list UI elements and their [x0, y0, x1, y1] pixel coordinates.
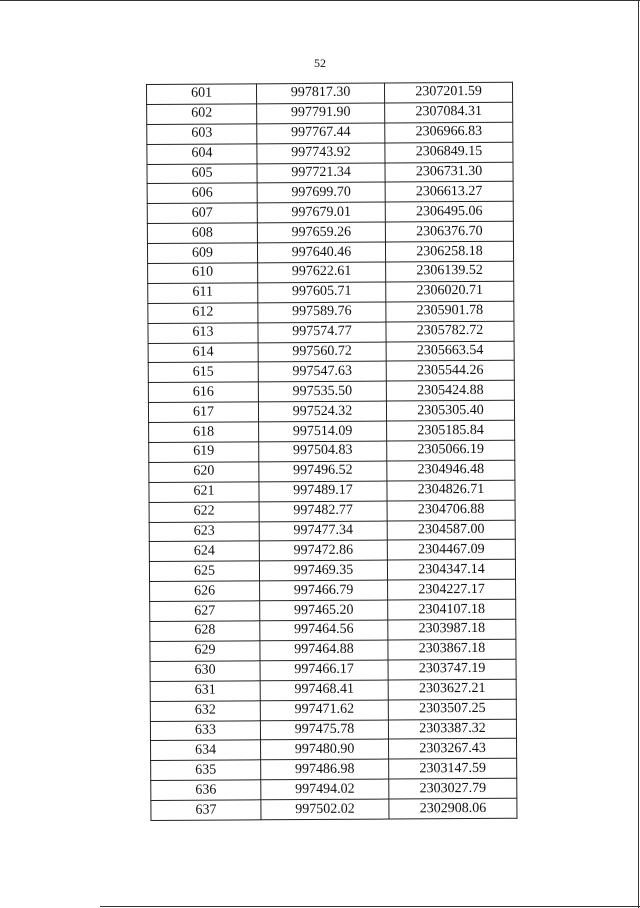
- x-coordinate-cell: 997560.72: [258, 342, 386, 363]
- table-row: [148, 321, 514, 343]
- table-row: [149, 520, 515, 542]
- y-coordinate-cell: 2303747.19: [388, 659, 516, 680]
- y-coordinate-cell: 2305185.84: [387, 420, 515, 441]
- coordinates-table: [146, 82, 517, 821]
- y-coordinate-cell: 2303507.25: [388, 699, 516, 720]
- table-row: [149, 420, 515, 442]
- point-id-cell: 608: [147, 223, 257, 244]
- y-coordinate-cell: 2306613.27: [385, 182, 513, 203]
- point-id-cell: 631: [150, 681, 260, 702]
- y-coordinate-cell: 2307084.31: [385, 102, 513, 123]
- point-id-cell: 626: [150, 581, 260, 602]
- table-row: [147, 241, 513, 263]
- x-coordinate-cell: 997469.35: [259, 560, 387, 581]
- point-id-cell: 610: [148, 263, 258, 284]
- y-coordinate-cell: 2304826.71: [387, 480, 515, 501]
- point-id-cell: 634: [151, 740, 261, 761]
- x-coordinate-cell: 997547.63: [258, 362, 386, 383]
- coordinates-table-wrapper: [146, 82, 517, 821]
- table-row: [148, 261, 514, 283]
- x-coordinate-cell: 997514.09: [259, 421, 387, 442]
- table-row: [150, 719, 516, 741]
- point-id-cell: 604: [147, 143, 257, 164]
- table-row: [151, 739, 517, 761]
- y-coordinate-cell: 2304347.14: [387, 560, 515, 581]
- table-row: [150, 679, 516, 701]
- y-coordinate-cell: 2303027.79: [389, 778, 517, 799]
- point-id-cell: 625: [149, 561, 259, 582]
- point-id-cell: 607: [147, 203, 257, 224]
- point-id-cell: 636: [151, 780, 261, 801]
- y-coordinate-cell: 2306258.18: [385, 241, 513, 262]
- y-coordinate-cell: 2307201.59: [384, 82, 512, 103]
- table-row: [147, 202, 513, 224]
- x-coordinate-cell: 997477.34: [259, 521, 387, 542]
- x-coordinate-cell: 997574.77: [258, 322, 386, 343]
- point-id-cell: 602: [147, 104, 257, 125]
- x-coordinate-cell: 997472.86: [259, 541, 387, 562]
- x-coordinate-cell: 997679.01: [257, 202, 385, 223]
- point-id-cell: 603: [147, 124, 257, 145]
- x-coordinate-cell: 997589.76: [258, 302, 386, 323]
- x-coordinate-cell: 997482.77: [259, 501, 387, 522]
- point-id-cell: 617: [148, 402, 258, 423]
- y-coordinate-cell: 2302908.06: [389, 798, 517, 819]
- point-id-cell: 609: [147, 243, 257, 264]
- x-coordinate-cell: 997502.02: [261, 799, 389, 820]
- table-row: [147, 102, 513, 124]
- x-coordinate-cell: 997767.44: [257, 123, 385, 144]
- table-row: [148, 301, 514, 323]
- x-coordinate-cell: 997504.83: [259, 441, 387, 462]
- table-row: [149, 560, 515, 582]
- point-id-cell: 622: [149, 502, 259, 523]
- point-id-cell: 616: [148, 382, 258, 403]
- x-coordinate-cell: 997640.46: [257, 242, 385, 263]
- y-coordinate-cell: 2304467.09: [387, 540, 515, 561]
- x-coordinate-cell: 997465.20: [260, 600, 388, 621]
- x-coordinate-cell: 997605.71: [258, 282, 386, 303]
- point-id-cell: 613: [148, 323, 258, 344]
- y-coordinate-cell: 2304107.18: [388, 599, 516, 620]
- y-coordinate-cell: 2306139.52: [386, 261, 514, 282]
- table-row: [148, 401, 514, 423]
- y-coordinate-cell: 2305424.88: [386, 381, 514, 402]
- y-coordinate-cell: 2305782.72: [386, 321, 514, 342]
- x-coordinate-cell: 997535.50: [258, 381, 386, 402]
- table-row: [148, 341, 514, 363]
- table-row: [147, 162, 513, 184]
- x-coordinate-cell: 997817.30: [257, 83, 385, 104]
- point-id-cell: 627: [150, 601, 260, 622]
- page-edge-bottom: [100, 906, 640, 907]
- y-coordinate-cell: 2305305.40: [386, 401, 514, 422]
- x-coordinate-cell: 997721.34: [257, 163, 385, 184]
- table-row: [149, 460, 515, 482]
- point-id-cell: 635: [151, 760, 261, 781]
- point-id-cell: 621: [149, 482, 259, 503]
- x-coordinate-cell: 997486.98: [261, 759, 389, 780]
- y-coordinate-cell: 2304946.48: [387, 460, 515, 481]
- point-id-cell: 612: [148, 303, 258, 324]
- table-row: [147, 142, 513, 164]
- y-coordinate-cell: 2303987.18: [388, 619, 516, 640]
- point-id-cell: 632: [150, 700, 260, 721]
- page-edge-top: [0, 0, 640, 1]
- table-row: [150, 619, 516, 641]
- point-id-cell: 611: [148, 283, 258, 304]
- point-id-cell: 628: [150, 621, 260, 642]
- point-id-cell: 637: [151, 800, 261, 821]
- point-id-cell: 615: [148, 362, 258, 383]
- y-coordinate-cell: 2305066.19: [387, 440, 515, 461]
- table-row: [147, 122, 513, 144]
- point-id-cell: 630: [150, 661, 260, 682]
- point-id-cell: 605: [147, 163, 257, 184]
- table-row: [150, 599, 516, 621]
- point-id-cell: 624: [149, 541, 259, 562]
- x-coordinate-cell: 997464.56: [260, 620, 388, 641]
- page-number: 52: [314, 56, 326, 70]
- y-coordinate-cell: 2304227.17: [388, 580, 516, 601]
- point-id-cell: 601: [147, 84, 257, 105]
- y-coordinate-cell: 2303627.21: [388, 679, 516, 700]
- y-coordinate-cell: 2304587.00: [387, 520, 515, 541]
- point-id-cell: 618: [149, 422, 259, 443]
- x-coordinate-cell: 997475.78: [260, 720, 388, 741]
- x-coordinate-cell: 997480.90: [261, 739, 389, 760]
- point-id-cell: 633: [150, 720, 260, 741]
- table-row: [148, 281, 514, 303]
- x-coordinate-cell: 997466.17: [260, 660, 388, 681]
- table-row: [150, 699, 516, 721]
- x-coordinate-cell: 997496.52: [259, 461, 387, 482]
- x-coordinate-cell: 997471.62: [260, 700, 388, 721]
- y-coordinate-cell: 2303147.59: [389, 759, 517, 780]
- x-coordinate-cell: 997743.92: [257, 143, 385, 164]
- point-id-cell: 606: [147, 183, 257, 204]
- x-coordinate-cell: 997464.88: [260, 640, 388, 661]
- table-row: [150, 659, 516, 681]
- y-coordinate-cell: 2305663.54: [386, 341, 514, 362]
- y-coordinate-cell: 2306731.30: [385, 162, 513, 183]
- x-coordinate-cell: 997659.26: [257, 222, 385, 243]
- table-row: [149, 480, 515, 502]
- y-coordinate-cell: 2303867.18: [388, 639, 516, 660]
- x-coordinate-cell: 997622.61: [258, 262, 386, 283]
- table-row: [151, 798, 517, 820]
- y-coordinate-cell: 2306966.83: [385, 122, 513, 143]
- x-coordinate-cell: 997466.79: [260, 580, 388, 601]
- point-id-cell: 629: [150, 641, 260, 662]
- point-id-cell: 620: [149, 462, 259, 483]
- y-coordinate-cell: 2304706.88: [387, 500, 515, 521]
- table-row: [147, 182, 513, 204]
- table-row: [149, 440, 515, 462]
- table-row: [149, 540, 515, 562]
- table-row: [147, 82, 513, 104]
- y-coordinate-cell: 2305901.78: [386, 301, 514, 322]
- table-row: [147, 221, 513, 243]
- x-coordinate-cell: 997494.02: [261, 779, 389, 800]
- x-coordinate-cell: 997791.90: [257, 103, 385, 124]
- y-coordinate-cell: 2303267.43: [389, 739, 517, 760]
- table-row: [150, 580, 516, 602]
- table-row: [148, 381, 514, 403]
- x-coordinate-cell: 997489.17: [259, 481, 387, 502]
- table-row: [150, 639, 516, 661]
- page-edge-right: [638, 0, 639, 908]
- x-coordinate-cell: 997699.70: [257, 182, 385, 203]
- x-coordinate-cell: 997524.32: [258, 401, 386, 422]
- point-id-cell: 614: [148, 342, 258, 363]
- y-coordinate-cell: 2306849.15: [385, 142, 513, 163]
- y-coordinate-cell: 2306376.70: [385, 221, 513, 242]
- table-row: [148, 361, 514, 383]
- point-id-cell: 619: [149, 442, 259, 463]
- point-id-cell: 623: [149, 521, 259, 542]
- y-coordinate-cell: 2305544.26: [386, 361, 514, 382]
- x-coordinate-cell: 997468.41: [260, 680, 388, 701]
- y-coordinate-cell: 2303387.32: [388, 719, 516, 740]
- y-coordinate-cell: 2306495.06: [385, 202, 513, 223]
- coordinates-table-body: [147, 82, 517, 820]
- table-row: [151, 759, 517, 781]
- table-row: [149, 500, 515, 522]
- y-coordinate-cell: 2306020.71: [386, 281, 514, 302]
- table-row: [151, 778, 517, 800]
